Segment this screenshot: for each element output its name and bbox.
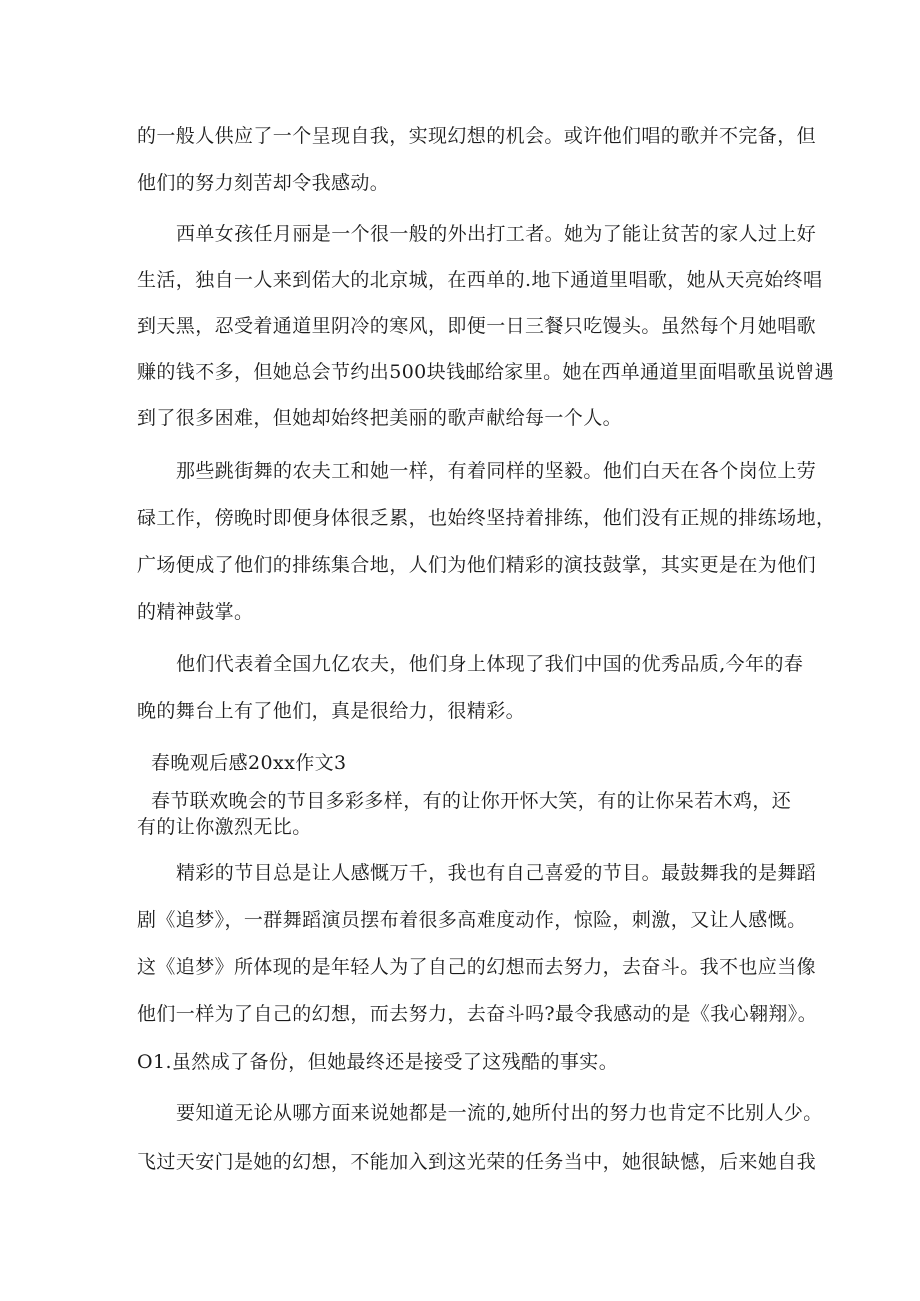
- text-line: 赚的钱不多，但她总会节约出500块钱邮给家里。她在西单通道里面唱歌虽说曾遇: [137, 361, 835, 383]
- section-heading: 春晚观后感20xx作文3: [151, 752, 347, 774]
- text-line: 要知道无论从哪方面来说她都是一流的,她所付出的努力也肯定不比别人少。: [176, 1102, 823, 1124]
- text-line: 剧《追梦》，一群舞蹈演员摆布着很多高难度动作，惊险，刺激，又让人感慨。: [137, 909, 807, 931]
- text-line: 到了很多困难，但她却始终把美丽的歌声献给每一个人。: [137, 407, 623, 429]
- text-line: 飞过天安门是她的幻想，不能加入到这光荣的任务当中，她很缺憾，后来她自我: [137, 1151, 817, 1173]
- text-line: 有的让你激烈无比。: [137, 816, 312, 838]
- text-line: 晚的舞台上有了他们，真是很给力，很精彩。: [137, 700, 526, 722]
- text-line: 精彩的节目总是让人感慨万千，我也有自己喜爱的节目。最鼓舞我的是舞蹈: [176, 862, 817, 884]
- text-line: 他们代表着全国九亿农夫，他们身上体现了我们中国的优秀品质,今年的春: [176, 653, 804, 675]
- text-line: 春节联欢晚会的节目多彩多样，有的让你开怀大笑，有的让你呆若木鸡，还: [151, 790, 792, 812]
- text-line: 的精神鼓掌。: [137, 601, 254, 623]
- text-line: 广场便成了他们的排练集合地，人们为他们精彩的演技鼓掌，其实更是在为他们: [137, 554, 817, 576]
- text-line: 碌工作，傍晚时即便身体很乏累，也始终坚持着排练，他们没有正规的排练场地，: [137, 507, 836, 529]
- text-line: 到天黑，忍受着通道里阴冷的寒风，即便一日三餐只吃馒头。虽然每个月她唱歌: [137, 315, 817, 337]
- text-line: 他们一样为了自己的幻想，而去努力，去奋斗吗?最令我感动的是《我心翱翔》。: [137, 1003, 818, 1025]
- text-line: 这《追梦》所体现的是年轻人为了自己的幻想而去努力，去奋斗。我不也应当像: [137, 956, 817, 978]
- text-line: 生活，独自一人来到偌大的北京城，在西单的.地下通道里唱歌，她从天亮始终唱: [137, 269, 823, 291]
- text-line: 他们的努力刻苦却令我感动。: [137, 172, 390, 194]
- text-line: 那些跳街舞的农夫工和她一样，有着同样的坚毅。他们白天在各个岗位上劳: [176, 460, 817, 482]
- text-line: 的一般人供应了一个呈现自我，实现幻想的机会。或许他们唱的歌并不完备，但: [137, 125, 817, 147]
- text-line: O1.虽然成了备份，但她最终还是接受了这残酷的事实。: [137, 1051, 619, 1073]
- text-line: 西单女孩任月丽是一个很一般的外出打工者。她为了能让贫苦的家人过上好: [176, 223, 817, 245]
